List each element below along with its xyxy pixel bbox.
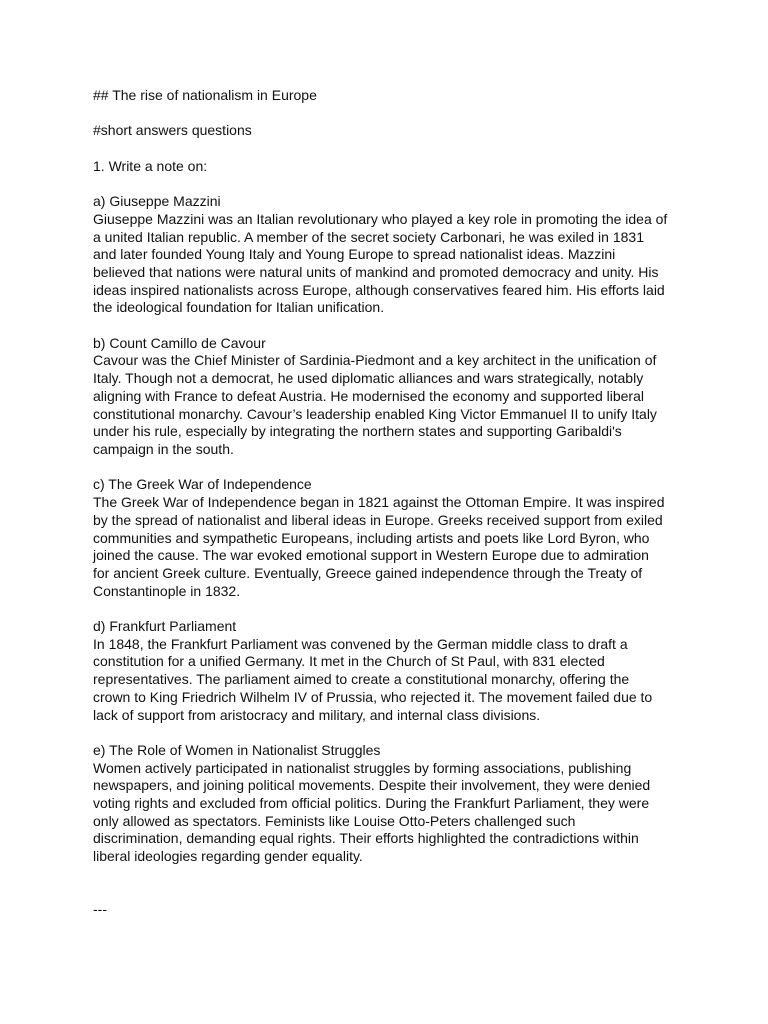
answer-section [93, 335, 683, 459]
section-text-line: liberal ideologies regarding gender equality. [93, 848, 363, 865]
section-text-line: campaign in the south. [93, 441, 234, 457]
section-text-line: lack of support from aristocracy and military, and internal class divisions. [93, 706, 541, 723]
section-title: a) Giuseppe Mazzini [93, 193, 221, 210]
answer-sections [93, 193, 683, 866]
section-text-line: communities and sympathetic Europeans, including artists and poets like Lord Byron, who [93, 529, 650, 546]
document-page [93, 87, 683, 919]
section-text-line: voting rights and excluded from official politics. During the Frankfurt Parliament, they were [93, 795, 650, 812]
section-text-line: representatives. The parliament aimed to create a constitutional monarchy, offering the [93, 671, 630, 688]
spacer [93, 866, 683, 884]
section-text-line: Cavour was the Chief Minister of Sardinia-Piedmont and a key architect in the unification of [93, 352, 657, 369]
section-text-line: In 1848, the Frankfurt Parliament was convened by the German middle class to draft a [93, 635, 628, 652]
section-text-line: newspapers, and joining political movements. Despite their involvement, they were denied [93, 777, 651, 794]
spacer [93, 600, 683, 618]
document-subheading: #short answers questions [93, 122, 252, 139]
section-text-line: constitutional monarchy. Cavour’s leadership enabled King Victor Emmanuel II to unify Italy [93, 405, 657, 422]
section-text-line: believed that nations were natural units of mankind and promoted democracy and unity. His [93, 263, 659, 280]
answer-section [93, 742, 683, 866]
spacer [93, 105, 683, 123]
section-text-line: constitution for a unified Germany. It met in the Church of St Paul, with 831 elected [93, 653, 605, 670]
section-text-line: joined the cause. The war evoked emotional support in Western Europe due to admiration [93, 547, 649, 564]
answer-section [93, 193, 683, 317]
spacer [93, 175, 683, 193]
spacer [93, 317, 683, 335]
section-text-line: Italy. Though not a democrat, he used diplomatic alliances and wars strategically, notably [93, 370, 644, 387]
section-text-line: crown to King Friedrich Wilhelm IV of Prussia, who rejected it. The movement failed due to [93, 688, 653, 705]
answer-section [93, 476, 683, 600]
answer-section [93, 618, 683, 724]
section-title: c) The Greek War of Independence [93, 476, 312, 493]
section-text-line: a united Italian republic. A member of the secret society Carbonari, he was exiled in 1831 [93, 228, 644, 245]
section-text-line: discrimination, demanding equal rights. Their efforts highlighted the contradictions within [93, 830, 639, 847]
section-text-line: Constantinople in 1832. [93, 582, 241, 599]
document-heading: ## The rise of nationalism in Europe [93, 87, 317, 103]
section-text-line: the ideological foundation for Italian unification. [93, 299, 385, 316]
section-text-line: only allowed as spectators. Feminists like Louise Otto-Peters challenged such [93, 812, 576, 829]
section-text-line: for ancient Greek culture. Eventually, Greece gained independence through the Treaty of [93, 564, 643, 581]
section-text-line: ideas inspired nationalists across Europe, although conservatives feared him. His efforts laid [93, 281, 665, 298]
section-title: b) Count Camillo de Cavour [93, 334, 266, 351]
section-text-line: by the spread of nationalist and liberal ideas in Europe. Greeks received support from exiled [93, 511, 663, 528]
section-text-line: Giuseppe Mazzini was an Italian revolutionary who played a key role in promoting the idea of [93, 210, 668, 227]
section-text-line: The Greek War of Independence began in 1821 against the Ottoman Empire. It was inspired [93, 494, 665, 511]
separator-line: --- [93, 901, 107, 918]
section-text-line: and later founded Young Italy and Young Europe to spread nationalist ideas. Mazzini [93, 246, 616, 263]
spacer [93, 884, 683, 902]
section-text-line: under his rule, especially by integrating the northern states and supporting Garibaldi's [93, 423, 622, 440]
section-title: d) Frankfurt Parliament [93, 618, 237, 634]
spacer [93, 724, 683, 742]
spacer [93, 459, 683, 477]
question-prompt: 1. Write a note on: [93, 157, 208, 174]
section-text-line: Women actively participated in nationalist struggles by forming associations, publishing [93, 759, 632, 776]
spacer [93, 140, 683, 158]
section-title: e) The Role of Women in Nationalist Struggles [93, 741, 381, 758]
section-text-line: aligning with France to defeat Austria. He modernised the economy and supported liberal [93, 387, 644, 404]
